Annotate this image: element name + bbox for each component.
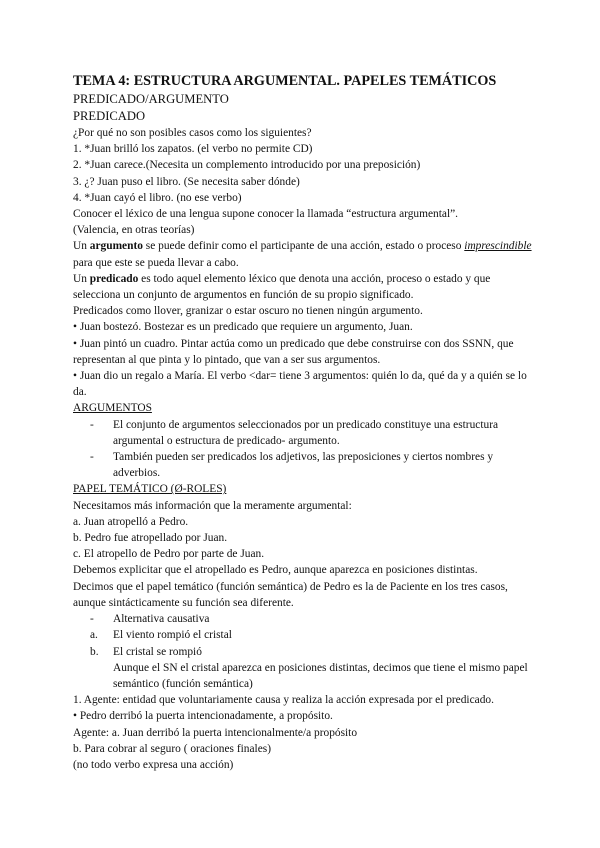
section-heading-papel-tematico: PAPEL TEMÁTICO (Ø-ROLES) <box>73 483 227 496</box>
example-c: c. El atropello de Pedro por parte de Juan. <box>73 548 265 561</box>
dash-marker: - <box>90 418 94 431</box>
decimos-paragraph: Decimos que el papel temático (función semántica) de Pedro es la de Paciente en los tres casos, aunque sintácticamente su función sea diferente. <box>73 580 508 609</box>
example-a: a. Juan atropelló a Pedro. <box>73 515 189 528</box>
term-predicado: predicado <box>89 272 139 285</box>
bullet-pedro: • Pedro derribó la puerta intencionadamente, a propósito. <box>73 710 333 723</box>
valencia-note: (Valencia, en otras teorías) <box>73 224 195 237</box>
bullet-pintar: • Juan pintó un cuadro. Pintar actúa como un predicado que debe construirse con dos SSNN, que representan al que pinta y lo pintado, que van a ser sus argumentos. <box>73 337 514 366</box>
section-heading-predicado: PREDICADO <box>73 109 146 123</box>
agente-example-a: Agente: a. Juan derribó la puerta intencionalmente/a propósito <box>73 726 358 739</box>
list-item-text: El viento rompió el cristal <box>113 629 232 642</box>
example-1: 1. *Juan brilló los zapatos. (el verbo no permite CD) <box>73 143 313 156</box>
llover-paragraph: Predicados como llover, granizar o estar oscuro no tienen ningún argumento. <box>73 305 423 318</box>
list-item <box>73 449 533 481</box>
list-item-text: Alternativa causativa <box>113 613 210 626</box>
aunque-paragraph: Aunque el SN el cristal aparezca en posiciones distintas, decimos que tiene el mismo papel semántico (función semántica) <box>113 661 528 690</box>
necesitamos-line: Necesitamos más información que la meramente argumental: <box>73 499 352 512</box>
agente-definition: 1. Agente: entidad que voluntariamente causa y realiza la acción expresada por el predicado. <box>73 694 494 707</box>
agente-example-b: b. Para cobrar al seguro ( oraciones finales) <box>73 742 271 755</box>
question-line: ¿Por qué no son posibles casos como los siguientes? <box>73 127 312 139</box>
bullet-dar: • Juan dio un regalo a María. El verbo <dar= tiene 3 argumentos: quién lo da, qué da y a quién se lo da. <box>73 370 527 399</box>
example-2: 2. *Juan carece.(Necesita un complemento introducido por una preposición) <box>73 159 421 172</box>
document-title: TEMA 4: ESTRUCTURA ARGUMENTAL. PAPELES TEMÁTICOS <box>73 73 497 89</box>
predicate-definition: Un predicado es todo aquel elemento léxico que denota una acción, proceso o estado y que selecciona un conjunto de argumentos en función de su propio significado. <box>73 272 491 302</box>
letter-marker: b. <box>90 645 99 658</box>
document-page <box>73 72 533 773</box>
example-b: b. Pedro fue atropellado por Juan. <box>73 532 228 545</box>
lexicon-paragraph: Conocer el léxico de una lengua supone conocer la llamada “estructura argumental”. <box>73 208 459 221</box>
list-item-text: También pueden ser predicados los adjetivos, las preposiciones y ciertos nombres y adverbios. <box>113 451 494 480</box>
list-item <box>73 627 533 643</box>
list-item-text: El conjunto de argumentos seleccionados por un predicado constituye una estructura argumental o estructura de predicado- argumento. <box>113 418 499 447</box>
list-item <box>73 644 533 660</box>
example-4: 4. *Juan cayó el libro. (no ese verbo) <box>73 191 242 204</box>
term-argumento: argumento <box>89 240 143 253</box>
term-imprescindible: imprescindible <box>464 240 532 253</box>
list-item <box>73 611 533 627</box>
argument-definition: Un argumento se puede definir como el participante de una acción, estado o proceso imprescindible para que este se pueda llevar a cabo. <box>73 240 532 269</box>
section-heading-argumentos: ARGUMENTOS <box>73 402 152 415</box>
bullet-bostezar: • Juan bostezó. Bostezar es un predicado que requiere un argumento, Juan. <box>73 321 413 334</box>
list-item-text: El cristal se rompió <box>113 645 202 658</box>
dash-marker: - <box>90 613 94 626</box>
example-3: 3. ¿? Juan puso el libro. (Se necesita saber dónde) <box>73 175 300 188</box>
closing-note: (no todo verbo expresa una acción) <box>73 758 234 771</box>
list-item <box>73 417 533 449</box>
section-heading-predicado-argumento: PREDICADO/ARGUMENTO <box>73 92 229 106</box>
debemos-paragraph: Debemos explicitar que el atropellado es Pedro, aunque aparezca en posiciones distintas. <box>73 564 478 577</box>
letter-marker: a. <box>90 629 98 642</box>
dash-marker: - <box>90 451 94 464</box>
